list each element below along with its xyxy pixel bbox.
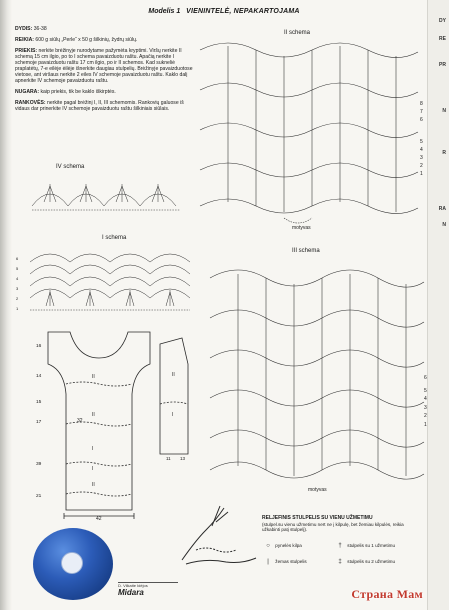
section-label: I: [92, 466, 94, 472]
front-paragraph: [15, 48, 193, 84]
measure-label: 17: [36, 420, 42, 425]
schema-i-label: I schema: [102, 235, 127, 241]
legend-items: [262, 543, 422, 566]
row-marker: 1: [424, 421, 427, 428]
row-number: 5: [16, 266, 19, 271]
half-double-crochet-icon: |: [267, 559, 269, 566]
row-number: 6: [16, 256, 19, 261]
size-label: DYDIS:: [15, 26, 33, 32]
treble-crochet-icon: ‡: [338, 559, 342, 566]
row-marker: 7: [420, 109, 423, 115]
back-text: kaip priekis, tik be kaklo iškirptės.: [40, 89, 116, 95]
schema-ii-diagram: [198, 38, 420, 224]
next-page-text: N: [442, 222, 446, 228]
row-marker: 2: [420, 163, 423, 169]
schema-iii-label: III schema: [292, 248, 320, 254]
schema-iv-label: IV schema: [56, 164, 85, 170]
row-marker: 6: [420, 117, 423, 123]
legend-title: RELJEFINIS STULPELIS SU VIENU UŽMETIMU: [262, 515, 373, 521]
row-number: 1: [16, 306, 19, 311]
row-marker: 1: [420, 171, 423, 177]
legend-item-text: žemas stulpelis: [275, 559, 307, 565]
legend-item: [262, 543, 334, 550]
legend-item: [262, 559, 334, 566]
schema-i-row-numbers: [16, 254, 18, 314]
row-marker: 2: [424, 413, 427, 419]
garment-schematic: [28, 324, 198, 524]
next-page-text: N: [442, 108, 446, 114]
dress-sleeve-outline: [160, 338, 188, 454]
measure-label: 15: [36, 400, 42, 405]
yarn-paragraph: [15, 37, 193, 43]
row-marker: 4: [424, 396, 427, 402]
sleeves-paragraph: [15, 100, 193, 112]
row-marker: 5: [420, 139, 423, 145]
row-marker: 3: [424, 404, 427, 411]
dress-front-outline: [48, 332, 150, 510]
row-marker: 8: [420, 101, 423, 107]
legend-description: (stulpel.su vienu užmetimu nert ne į kilpulę, bet žemiau kilpulės, reikia užkabinti patį stulpelį).: [262, 521, 404, 533]
yarn-label: REIKIA:: [15, 37, 34, 43]
schema-iv-diagram: [30, 176, 190, 216]
sleeve-measure: 11: [166, 456, 171, 461]
sleeves-label: RANKOVĖS:: [15, 100, 46, 106]
measure-label: 39: [36, 462, 42, 467]
next-page-edge: [427, 0, 449, 610]
stitch-illustration: [176, 500, 258, 570]
sleeve-label: II: [172, 372, 175, 378]
section-label: II: [92, 374, 95, 380]
model-title: VIENINTELĖ, NEPAKARTOJAMA: [186, 8, 300, 15]
bottom-width-label: 42: [96, 516, 102, 522]
measure-label: 14: [36, 374, 42, 379]
measure-label: 16: [36, 344, 42, 349]
next-page-text: R: [442, 150, 446, 156]
motyvas-label-ii: motyvas: [292, 225, 311, 231]
yarn-label-tag: [61, 552, 83, 574]
double-crochet-icon: †: [338, 542, 342, 549]
section-label: II: [92, 482, 95, 488]
sleeve-label: I: [172, 412, 174, 418]
sleeves-text: nerkite pagal brėžinį I, II, III schemomis. Rankovių galuose iš vidaus dar prinerkite IV schemoje pavaizduotu raštu šilkiniais siūlais.: [15, 100, 184, 112]
legend-item-text: stulpelis su 1 užmetimu: [347, 542, 396, 548]
model-number: Modelis 1: [148, 8, 181, 15]
yarn-ball-photo: [33, 528, 113, 600]
size-paragraph: [15, 26, 193, 32]
back-label: NUGARA:: [15, 89, 40, 95]
legend-item: [334, 559, 422, 566]
brand-name: Midara: [118, 588, 144, 597]
schema-i-diagram: [22, 246, 194, 314]
site-watermark: Страна Мам: [351, 587, 423, 601]
back-paragraph: [15, 89, 193, 95]
row-marker: 5: [424, 387, 427, 394]
row-marker: 6: [424, 375, 427, 381]
motyvas-label-iii: motyvas: [308, 487, 327, 493]
chain-stitch-icon: ○: [266, 542, 270, 549]
row-number: 3: [16, 286, 19, 291]
size-value: 36-38: [33, 26, 47, 32]
schema-iii-row-markers: [424, 374, 427, 429]
section-label: I: [92, 446, 94, 452]
legend-item-text: pynelės kilpa: [275, 542, 302, 548]
row-marker: 3: [420, 155, 423, 161]
front-text: nerkite brėžinyje nurodytame pažymėta kryptimi. Viršų nerkite II schemą 15 cm ilgio, po to I schema pavaizduotu raštu. Apačią nerkite I schemoje pavaizduotu raštu 17 cm ilgio, po ir II schemos. Kad sukneliė praplatėtų, 7-e eilėje ėilėje išnerkite daugiau stulpelių. Brėžinyje pavaizduotose vietose, ant viršaus nerkite 2 eiles IV schemoje pavaizduotu raštu. Kaklo dalį apnerkite IV schemoje pavaizduotu raštu.: [15, 48, 193, 84]
legend-item-text: stulpelis su 2 užmetimu: [347, 559, 396, 565]
page-spine: [0, 0, 12, 610]
schema-ii-row-markers: [420, 100, 423, 178]
next-page-text: RA: [438, 206, 446, 212]
schema-ii-label: II schema: [284, 30, 311, 36]
legend-item: [334, 543, 422, 550]
instructions: [15, 26, 193, 117]
brand-credit: [118, 582, 178, 596]
next-page-text: DY: [439, 18, 446, 24]
measure-label: 21: [36, 494, 42, 499]
page-header: [124, 8, 324, 20]
sleeve-measure: 13: [180, 456, 186, 461]
yarn-value: 600 g siūlų „Perle“ x 50 g šilkinių, žydrų siūlų.: [35, 37, 138, 43]
row-marker: 4: [420, 147, 423, 153]
width-label: 32: [77, 418, 83, 424]
row-number: 4: [16, 276, 19, 281]
brand-small-text: D. Vilkaite Idėjos: [118, 583, 148, 588]
row-number: 2: [16, 296, 19, 301]
front-label: PRIEKIS:: [15, 48, 38, 54]
section-label: II: [92, 412, 95, 418]
next-page-text: RE: [439, 36, 446, 42]
next-page-text: PR: [439, 62, 446, 68]
schema-iii-diagram: [208, 260, 426, 484]
